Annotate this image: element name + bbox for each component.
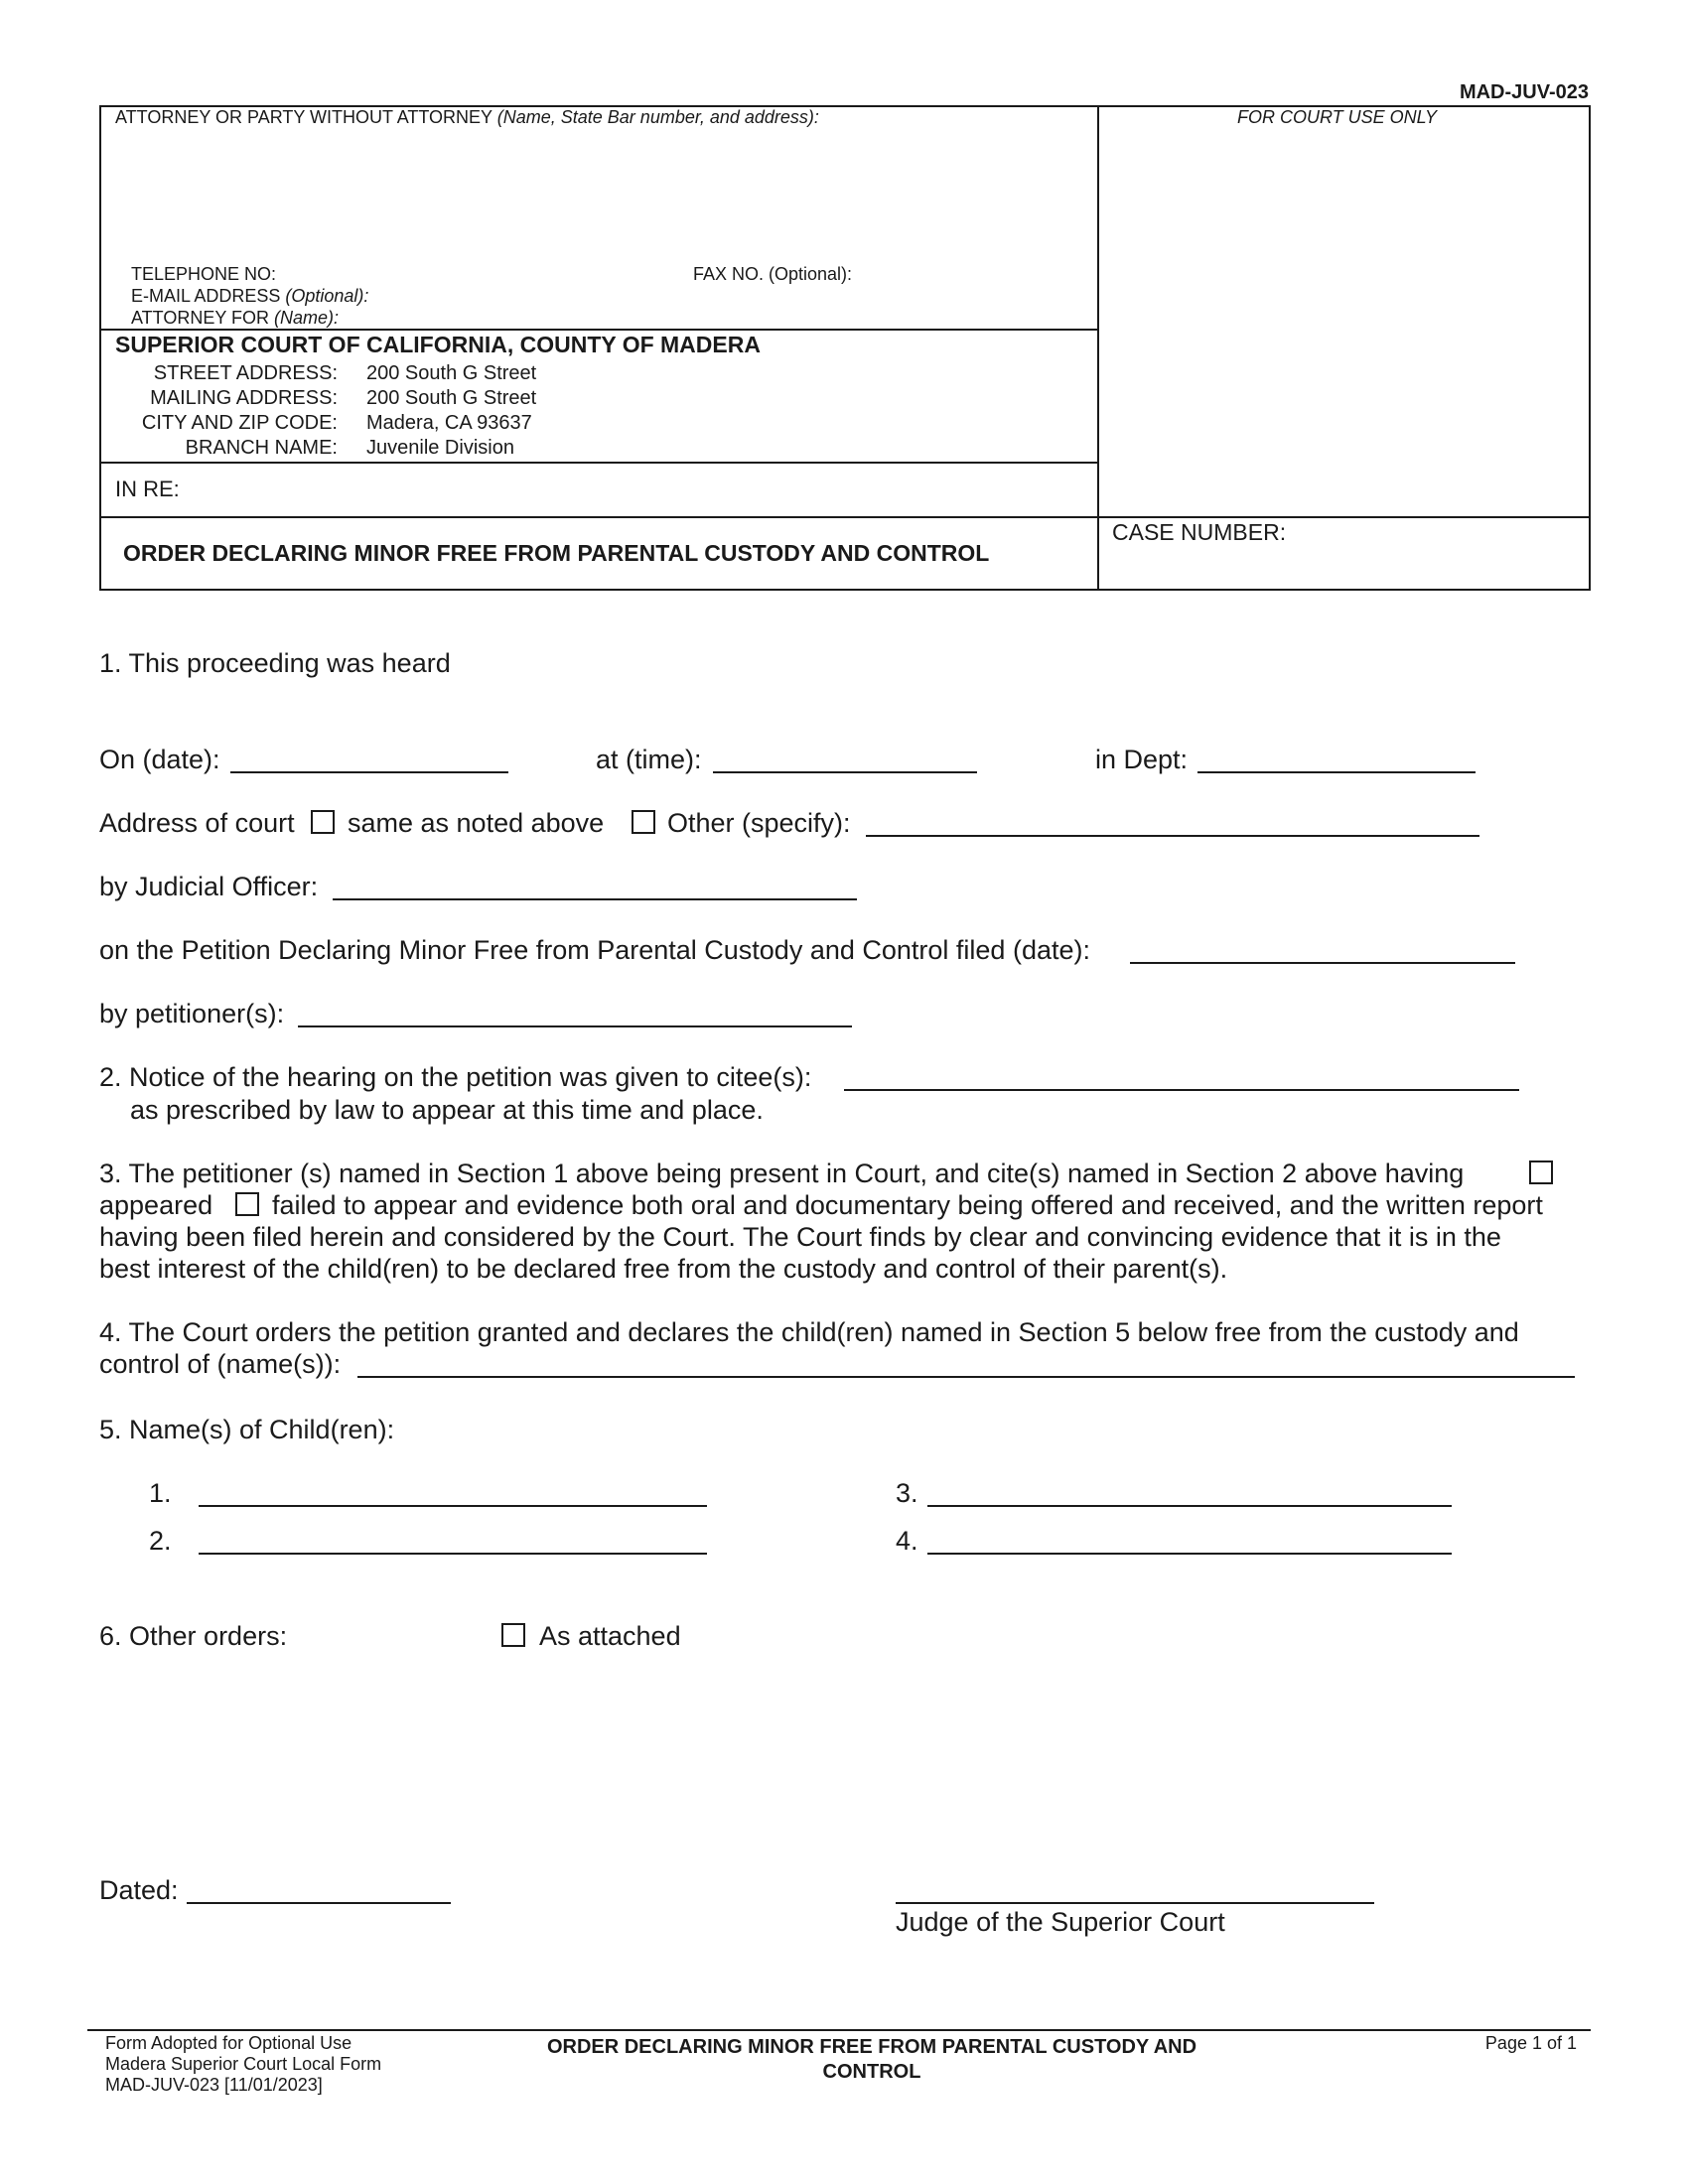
child-number-3: 3.: [896, 1478, 918, 1508]
page-number: Page 1 of 1: [1484, 2033, 1577, 2053]
as-attached-label: As attached: [539, 1621, 681, 1651]
address-of-court-label: Address of court: [99, 808, 295, 838]
section-2-line-1: 2. Notice of the hearing on the petition was given to citee(s):: [99, 1062, 812, 1092]
child-number-2: 2.: [149, 1526, 172, 1556]
in-dept-label: in Dept:: [1095, 745, 1189, 774]
judge-signature-field[interactable]: [896, 1902, 1374, 1904]
child-name-4-field[interactable]: [927, 1553, 1452, 1555]
dated-field[interactable]: [187, 1902, 451, 1904]
section-2-line-2: as prescribed by law to appear at this time and place.: [130, 1095, 764, 1125]
petitioners-field[interactable]: [298, 1025, 852, 1027]
court-address-values: 200 South G Street 200 South G Street Madera, CA 93637 Juvenile Division: [366, 362, 537, 459]
court-address-labels: STREET ADDRESS: MAILING ADDRESS: CITY AND ZIP CODE: BRANCH NAME:: [141, 362, 338, 459]
section-4-line-1: 4. The Court orders the petition granted and declares the child(ren) named in Section 5 below free from the custody and: [99, 1317, 1519, 1347]
child-name-2-field[interactable]: [199, 1553, 707, 1555]
attorney-label: ATTORNEY OR PARTY WITHOUT ATTORNEY (Name, State Bar number, and address):: [115, 107, 819, 127]
petitioners-label: by petitioner(s):: [99, 999, 285, 1028]
form-title: ORDER DECLARING MINOR FREE FROM PARENTAL CUSTODY AND CONTROL: [123, 540, 990, 566]
fax-label: FAX NO. (Optional):: [693, 264, 853, 284]
appeared-checkbox[interactable]: [1529, 1160, 1553, 1184]
child-name-1-field[interactable]: [199, 1505, 707, 1507]
court-use-label: FOR COURT USE ONLY: [1237, 107, 1438, 127]
judicial-officer-field[interactable]: [333, 898, 857, 900]
attorney-for-label: ATTORNEY FOR (Name):: [131, 308, 340, 328]
judge-label: Judge of the Superior Court: [896, 1907, 1225, 1937]
dated-label: Dated:: [99, 1875, 179, 1905]
as-attached-checkbox[interactable]: [501, 1623, 525, 1647]
at-time-label: at (time):: [596, 745, 702, 774]
child-number-4: 4.: [896, 1526, 918, 1556]
other-specify-label: Other (specify):: [667, 808, 851, 838]
section-1-heading: 1. This proceeding was heard: [99, 648, 451, 678]
at-time-field[interactable]: [713, 771, 977, 773]
section-3-line-2: failed to appear and evidence both oral and documentary being offered and received, and the written report: [272, 1190, 1543, 1220]
other-address-field[interactable]: [866, 835, 1479, 837]
footer-rule: [87, 2029, 1591, 2031]
email-label: E-MAIL ADDRESS (Optional):: [131, 286, 369, 306]
court-name: SUPERIOR COURT OF CALIFORNIA, COUNTY OF MADERA: [115, 332, 761, 357]
section-6-heading: 6. Other orders:: [99, 1621, 288, 1651]
case-number-label: CASE NUMBER:: [1112, 519, 1287, 545]
citees-field[interactable]: [844, 1089, 1519, 1091]
petition-filed-date-field[interactable]: [1130, 962, 1515, 964]
child-number-1: 1.: [149, 1478, 172, 1508]
in-dept-field[interactable]: [1197, 771, 1476, 773]
same-as-noted-checkbox[interactable]: [311, 810, 335, 834]
footer-title: ORDER DECLARING MINOR FREE FROM PARENTAL CUSTODY AND CONTROL: [546, 2036, 1197, 2083]
in-re-label: IN RE:: [115, 477, 180, 501]
child-name-3-field[interactable]: [927, 1505, 1452, 1507]
section-4-line-2: control of (name(s)):: [99, 1349, 342, 1379]
petition-filed-label: on the Petition Declaring Minor Free from Parental Custody and Control filed (date):: [99, 935, 1090, 965]
section-3-line-3: having been filed herein and considered by the Court. The Court finds by clear and convincing evidence that it is in the: [99, 1222, 1501, 1252]
judicial-officer-label: by Judicial Officer:: [99, 872, 319, 901]
failed-to-appear-checkbox[interactable]: [235, 1192, 259, 1216]
on-date-field[interactable]: [230, 771, 508, 773]
section-3-line-4: best interest of the child(ren) to be declared free from the custody and control of their parent(s).: [99, 1254, 1228, 1284]
section-5-heading: 5. Name(s) of Child(ren):: [99, 1415, 395, 1444]
other-address-checkbox[interactable]: [632, 810, 655, 834]
section-3-line-1: 3. The petitioner (s) named in Section 1 above being present in Court, and cite(s) named in Section 2 above having: [99, 1159, 1465, 1188]
control-of-names-field[interactable]: [357, 1376, 1575, 1378]
same-as-noted-label: same as noted above: [348, 808, 605, 838]
appeared-label: appeared: [99, 1190, 213, 1220]
on-date-label: On (date):: [99, 745, 220, 774]
telephone-label: TELEPHONE NO:: [131, 264, 277, 284]
footer-left: Form Adopted for Optional Use Madera Superior Court Local Form MAD-JUV-023 [11/01/2023]: [105, 2033, 382, 2095]
form-id: MAD-JUV-023: [1459, 81, 1589, 103]
